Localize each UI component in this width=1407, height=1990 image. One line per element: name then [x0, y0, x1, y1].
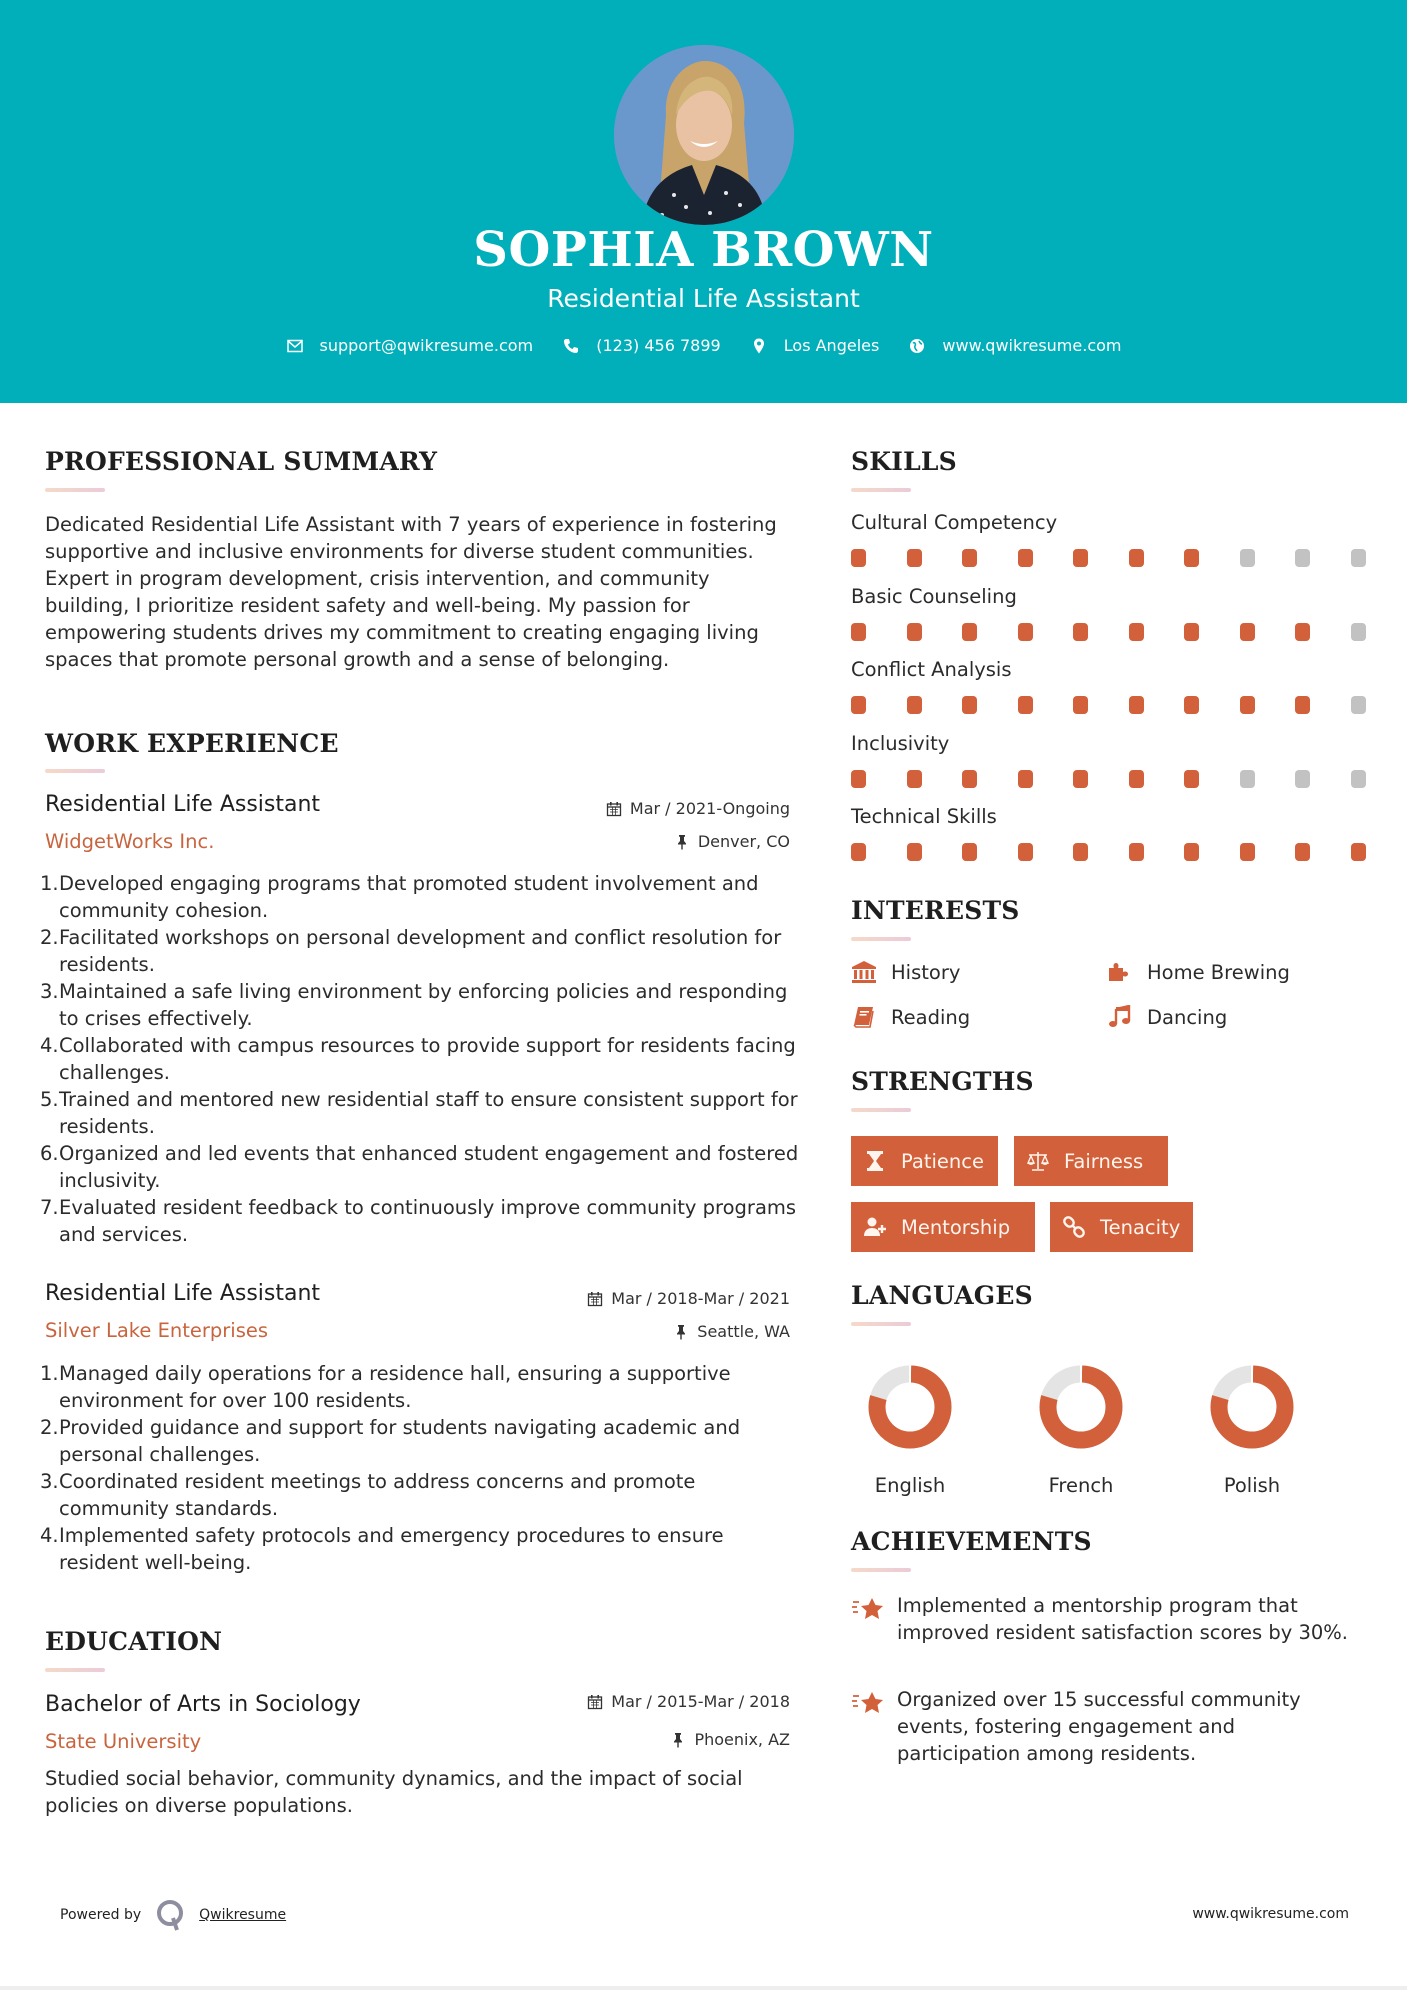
interest-home-brewing: Home Brewing [1107, 960, 1290, 984]
rating-dot-empty [1351, 549, 1366, 567]
rating-dot-filled [1184, 843, 1199, 861]
contact-location: Los Angeles [750, 336, 880, 355]
rating-dot-empty [1295, 549, 1310, 567]
rating-dot-filled [1018, 770, 1033, 788]
language-donut [865, 1362, 955, 1452]
section-title-interests: INTERESTS [851, 896, 1020, 925]
pushpin-icon [673, 1324, 689, 1340]
rating-dot-filled [851, 623, 866, 641]
achievement-item: Organized over 15 successful community events, fostering engagement and participation among residents. [851, 1686, 1361, 1767]
list-item: 5. Trained and mentored new residential staff to ensure consistent support for residents. [40, 1088, 798, 1138]
section-underline [45, 1668, 105, 1672]
hourglass-icon [863, 1149, 887, 1173]
skill-rating [851, 549, 1406, 567]
pushpin-icon [670, 1732, 686, 1748]
rating-dot-filled [1184, 696, 1199, 714]
rating-dot-empty [1351, 770, 1366, 788]
contact-phone[interactable]: (123) 456 7899 [562, 336, 720, 355]
calendar-icon [606, 801, 622, 817]
footer-powered-by: Powered by Qwikresume [60, 1898, 286, 1932]
rating-dot-filled [1073, 770, 1088, 788]
list-item: 1. Managed daily operations for a residence hall, ensuring a supportive environment for over 100 residents. [40, 1362, 731, 1412]
strength-badge: Patience [851, 1136, 998, 1186]
job-location: Seattle, WA [673, 1322, 790, 1341]
job-bullets [40, 870, 800, 1248]
rating-dot-empty [1351, 623, 1366, 641]
language-item [1187, 1362, 1317, 1497]
rating-dot-filled [907, 843, 922, 861]
list-item: 3. Maintained a safe living environment by enforcing policies and responding to crises effectively. [40, 980, 788, 1030]
language-item [1016, 1362, 1146, 1497]
rating-dot-filled [1240, 843, 1255, 861]
phone-icon [562, 337, 580, 355]
rating-dot-empty [1295, 770, 1310, 788]
map-marker-icon [750, 337, 768, 355]
section-underline [851, 1568, 911, 1572]
section-underline [851, 1108, 911, 1112]
list-item: 6. Organized and led events that enhanced student engagement and fostered inclusivity. [40, 1142, 799, 1192]
book-icon [851, 1005, 877, 1029]
calendar-icon [587, 1694, 603, 1710]
skill-label: Cultural Competency [851, 511, 1058, 534]
rating-dot-filled [1129, 843, 1144, 861]
education-description: Studied social behavior, community dynamics, and the impact of social policies on diverse populations. [45, 1767, 743, 1817]
skill-rating [851, 843, 1406, 861]
rating-dot-filled [1295, 843, 1310, 861]
rating-dot-empty [1240, 770, 1255, 788]
rating-dot-filled [851, 770, 866, 788]
chain-link-icon [1062, 1215, 1086, 1239]
section-underline [45, 769, 105, 773]
education-dates: Mar / 2015-Mar / 2018 [587, 1692, 790, 1711]
section-underline [851, 488, 911, 492]
rating-dot-filled [1018, 696, 1033, 714]
section-title-strengths: STRENGTHS [851, 1067, 1034, 1096]
puzzle-icon [1107, 960, 1133, 984]
rating-dot-filled [962, 623, 977, 641]
list-item: 2. Facilitated workshops on personal development and conflict resolution for residents. [40, 926, 782, 976]
candidate-name: SOPHIA BROWN [473, 222, 934, 278]
contact-bar [0, 336, 1407, 359]
education-location: Phoenix, AZ [670, 1730, 790, 1749]
strength-badge: Tenacity [1050, 1202, 1193, 1252]
contact-email[interactable]: support@qwikresume.com [286, 336, 534, 355]
skill-label: Conflict Analysis [851, 658, 1012, 681]
rating-dot-filled [1073, 843, 1088, 861]
rating-dot-filled [1295, 696, 1310, 714]
rating-dot-filled [962, 549, 977, 567]
degree-title: Bachelor of Arts in Sociology [45, 1692, 361, 1717]
globe-icon [908, 337, 926, 355]
rating-dot-filled [1129, 549, 1144, 567]
envelope-icon [286, 337, 304, 355]
rating-dot-filled [1295, 623, 1310, 641]
section-underline [851, 1322, 911, 1326]
job-location: Denver, CO [674, 832, 790, 851]
qwikresume-logo-icon [155, 1898, 187, 1932]
rating-dot-filled [1184, 770, 1199, 788]
section-title-languages: LANGUAGES [851, 1281, 1033, 1310]
job-bullets [40, 1360, 800, 1576]
job-company: Silver Lake Enterprises [45, 1319, 269, 1342]
section-title-education: EDUCATION [45, 1627, 223, 1656]
section-underline [45, 488, 105, 492]
skill-rating [851, 623, 1406, 641]
rating-dot-filled [1129, 623, 1144, 641]
rating-dot-filled [1073, 696, 1088, 714]
footer-website[interactable]: www.qwikresume.com [1192, 1906, 1349, 1922]
rating-dot-filled [1018, 549, 1033, 567]
header-banner [0, 0, 1407, 403]
rating-dot-filled [962, 696, 977, 714]
calendar-icon [587, 1291, 603, 1307]
achievement-item: Implemented a mentorship program that improved resident satisfaction scores by 30%. [851, 1592, 1361, 1646]
list-item: 3. Coordinated resident meetings to address concerns and promote community standards. [40, 1470, 696, 1520]
rating-dot-empty [1351, 696, 1366, 714]
candidate-title: Residential Life Assistant [547, 284, 860, 313]
page-bottom-border [0, 1986, 1407, 1990]
user-plus-icon [863, 1215, 887, 1239]
skill-label: Basic Counseling [851, 584, 1017, 608]
qwikresume-link[interactable]: Qwikresume [199, 1907, 287, 1923]
rating-dot-filled [1351, 843, 1366, 861]
list-item: 2. Provided guidance and support for students navigating academic and personal challenges. [40, 1416, 741, 1466]
bank-icon [851, 960, 877, 984]
summary-text: Dedicated Residential Life Assistant with 7 years of experience in fostering supportive and inclusive environments for diverse student communities. Expert in program development, crisis intervention, and community building, I prioritize resident safety and well-being. My passion for empowering students drives my commitment to creating engaging living spaces that promote personal growth and a sense of belonging. [45, 513, 777, 671]
school-name: State University [45, 1730, 202, 1753]
rating-dot-filled [1073, 623, 1088, 641]
star-icon [851, 1688, 885, 1718]
list-item: 4. Implemented safety protocols and emergency procedures to ensure resident well-being. [40, 1524, 724, 1574]
job-company: WidgetWorks Inc. [45, 830, 215, 853]
rating-dot-filled [907, 623, 922, 641]
rating-dot-filled [1073, 549, 1088, 567]
list-item: 1. Developed engaging programs that promoted student involvement and community cohesion. [40, 872, 759, 922]
rating-dot-filled [1240, 623, 1255, 641]
skill-label: Inclusivity [851, 731, 950, 755]
rating-dot-filled [1184, 549, 1199, 567]
interest-dancing: Dancing [1107, 1005, 1227, 1029]
rating-dot-filled [907, 696, 922, 714]
contact-website[interactable]: www.qwikresume.com [908, 336, 1121, 355]
section-title-experience: WORK EXPERIENCE [45, 729, 339, 758]
rating-dot-filled [851, 843, 866, 861]
rating-dot-filled [1129, 770, 1144, 788]
rating-dot-filled [962, 770, 977, 788]
star-icon [851, 1594, 885, 1624]
rating-dot-filled [1184, 623, 1199, 641]
rating-dot-filled [1018, 623, 1033, 641]
language-name: French [1048, 1474, 1114, 1497]
rating-dot-filled [851, 696, 866, 714]
rating-dot-filled [851, 549, 866, 567]
job-dates: Mar / 2018-Mar / 2021 [587, 1289, 790, 1308]
job-dates: Mar / 2021-Ongoing [606, 799, 790, 818]
interest-reading: Reading [851, 1005, 970, 1029]
strength-badge: Mentorship [851, 1202, 1035, 1252]
section-title-skills: SKILLS [851, 447, 957, 476]
language-donut [1036, 1362, 1126, 1452]
list-item: 4. Collaborated with campus resources to provide support for residents facing challenges. [40, 1034, 796, 1084]
rating-dot-filled [907, 549, 922, 567]
skill-rating [851, 696, 1406, 714]
section-title-achievements: ACHIEVEMENTS [851, 1527, 1092, 1556]
rating-dot-filled [962, 843, 977, 861]
pushpin-icon [674, 834, 690, 850]
music-icon [1107, 1005, 1133, 1029]
section-title-summary: PROFESSIONAL SUMMARY [45, 447, 438, 476]
strength-badge: Fairness [1014, 1136, 1168, 1186]
profile-photo [614, 45, 794, 225]
language-item [845, 1362, 975, 1497]
rating-dot-filled [1129, 696, 1144, 714]
list-item: 7. Evaluated resident feedback to continuously improve community programs and services. [40, 1196, 797, 1246]
job-title: Residential Life Assistant [45, 1281, 321, 1306]
rating-dot-filled [907, 770, 922, 788]
interest-history: History [851, 960, 960, 984]
rating-dot-filled [1240, 696, 1255, 714]
job-title: Residential Life Assistant [45, 792, 321, 817]
language-donut [1207, 1362, 1297, 1452]
rating-dot-filled [1018, 843, 1033, 861]
section-underline [851, 937, 911, 941]
skill-rating [851, 770, 1406, 788]
language-name: English [874, 1474, 946, 1497]
skill-label: Technical Skills [851, 805, 997, 828]
balance-scale-icon [1026, 1149, 1050, 1173]
language-name: Polish [1223, 1474, 1281, 1497]
rating-dot-empty [1240, 549, 1255, 567]
